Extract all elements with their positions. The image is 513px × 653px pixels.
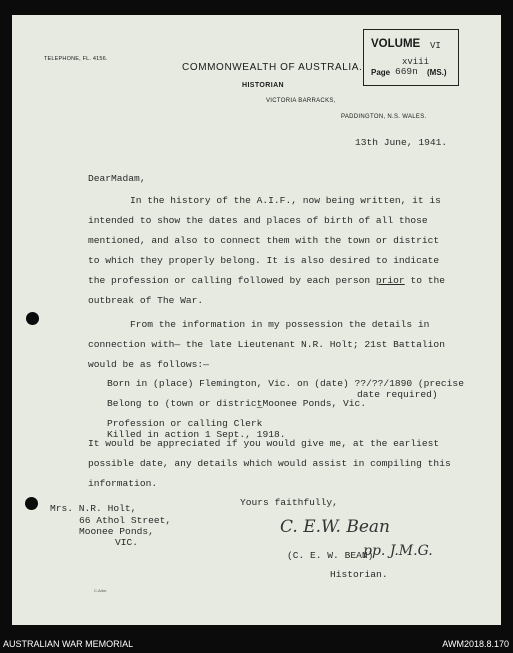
profession-detail: Profession or calling Clerk: [107, 418, 263, 429]
volume-stamp: [363, 29, 459, 86]
para1-line: to which they properly belong. It is also desired to indicate: [88, 255, 440, 266]
page-label: Page: [371, 68, 391, 77]
signer-title: Historian.: [330, 569, 388, 580]
letter-date: 13th June, 1941.: [355, 137, 448, 148]
small-print-note: C.Adm.: [94, 588, 108, 593]
para1-text: the profession or calling followed by each person: [88, 275, 371, 286]
para1-text: to the: [410, 275, 445, 286]
underlined-word-prior: prior: [375, 275, 405, 286]
punch-hole: [25, 497, 38, 510]
letterhead-org: COMMONWEALTH OF AUSTRALIA.: [182, 62, 363, 73]
letterhead-dept: HISTORIAN: [242, 82, 284, 89]
volume-number: VI: [430, 41, 441, 51]
signer-name: (C. E. W. BEAN): [287, 550, 374, 561]
para1-line: intended to show the dates and places of birth of all those: [88, 215, 428, 226]
para1-line: [88, 275, 445, 286]
para1-line: mentioned, and also to connect them with the town or district: [88, 235, 440, 246]
stamp-extra: xviii: [402, 57, 430, 67]
telephone-number: TELEPHONE, FL. 4156.: [44, 56, 108, 62]
page-number: 669n: [395, 66, 418, 77]
salutation: DearMadam,: [88, 173, 146, 184]
para2-line: From the information in my possession the details in: [130, 319, 430, 330]
letterhead-address-1: VICTORIA BARRACKS,: [266, 98, 336, 104]
recipient-street: 66 Athol Street,: [79, 515, 172, 526]
belong-detail: Belong to (town or district̲Moonee Ponds, Vic.: [107, 398, 367, 409]
recipient-name: Mrs. N.R. Holt,: [50, 503, 137, 514]
born-detail: Born in (place) Flemington, Vic. on (date) ??/??/1890 (precise: [107, 378, 464, 389]
footer-accession-number: AWM2018.8.170: [442, 639, 509, 649]
recipient-state: VIC.: [115, 537, 139, 548]
para2-line: connection with— the late Lieutenant N.R. Holt; 21st Battalion: [88, 339, 445, 350]
para3-line: It would be appreciated if you would give me, at the earliest: [88, 438, 440, 449]
footer-institution: AUSTRALIAN WAR MEMORIAL: [3, 639, 134, 649]
recipient-suburb: Moonee Ponds,: [79, 526, 154, 537]
ms-label: (MS.): [427, 68, 447, 77]
handwritten-pp-initials: pp. J.M.G.: [363, 543, 433, 559]
para1-line: In the history of the A.I.F., now being written, it is: [130, 195, 441, 206]
para3-line: information.: [88, 478, 158, 489]
killed-in-action-note: Killed in action 1 Sept., 1918.: [107, 429, 286, 440]
para2-line: would be as follows:—: [88, 359, 209, 370]
para1-line: outbreak of The War.: [88, 295, 204, 306]
handwritten-signature: C. E.W. Bean: [280, 517, 390, 537]
para3-line: possible date, any details which would assist in compiling this: [88, 458, 451, 469]
closing: Yours faithfully,: [240, 497, 338, 508]
letterhead-address-2: PADDINGTON, N.S. WALES.: [341, 114, 427, 120]
volume-label: VOLUME: [371, 38, 421, 50]
punch-hole: [26, 312, 39, 325]
date-required-note: date required): [357, 389, 438, 400]
